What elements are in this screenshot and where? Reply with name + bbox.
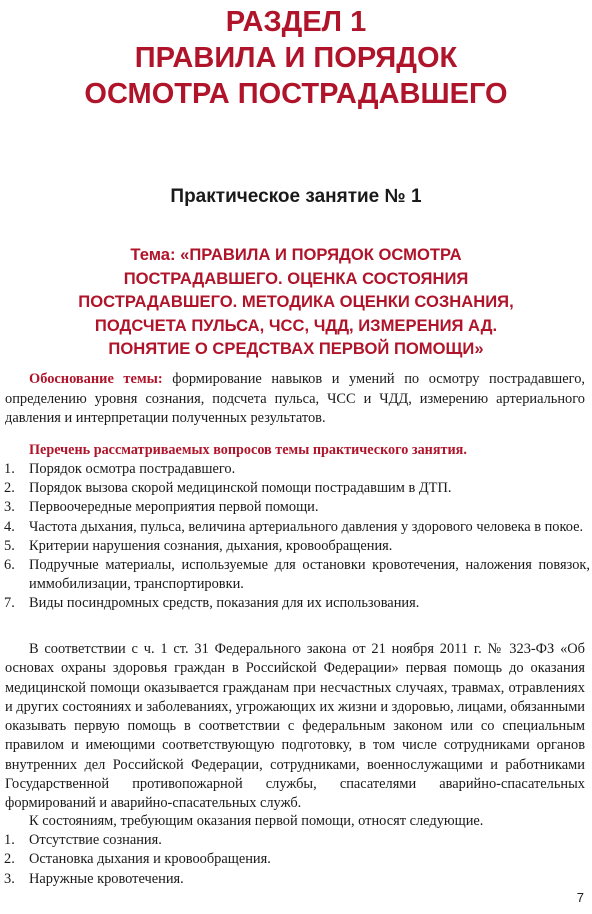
- law-paragraph: В соответствии с ч. 1 ст. 31 Федерального закона от 21 ноября 2011 г. № 323-ФЗ «Об основах охраны здоровья граждан в Российской Федерации» первая помощь до оказания медицинской помощи оказывается гражданам при несчастных случаях, травмах, отравлениях и других состояниях и заболеваниях, угрожающих их жизни и здоровью, лицами, обязанными оказывать первую помощь в соответствии с федеральным законом или со специальным правилом и имеющими соответствующую подготовку, в том числе сотрудниками органов внутренних дел Российской Федерации, сотрудниками, военнослужащими и работниками Государственной противопожарной службы, спасателями аварийно-спасательных формирований и аварийно-спасательных служб.: [5, 641, 585, 812]
- list-item-text: Первоочередные мероприятия первой помощи.: [29, 499, 319, 516]
- list-item: [0, 518, 590, 537]
- lesson-title: Практическое занятие № 1: [170, 186, 422, 207]
- section-title: [0, 4, 592, 112]
- section-title-line: ОСМОТРА ПОСТРАДАВШЕГО: [84, 78, 508, 110]
- list-item: [0, 498, 590, 517]
- questions-list: [0, 460, 590, 614]
- list-item-text: Частота дыхания, пульса, величина артериального давления у здорового человека в покое.: [29, 518, 584, 535]
- rationale-text: формирование навыков и умений по осмотру пострадавшего, определению уровня сознания, подсчета пульса, ЧСС и ЧДД, измерению артериального давления и интерпретации полученных результатов.: [5, 371, 585, 426]
- list-item-number: 5.: [4, 537, 15, 554]
- topic-line: Тема: «ПРАВИЛА И ПОРЯДОК ОСМОТРА: [130, 245, 462, 264]
- list-item-text: Остановка дыхания и кровообращения.: [29, 851, 271, 868]
- rationale-label: Обоснование темы:: [29, 371, 163, 387]
- list-item-number: 3.: [4, 499, 15, 516]
- list-item-number: 3.: [4, 870, 15, 887]
- rationale-paragraph: [5, 370, 585, 429]
- list-item-number: 7.: [4, 595, 15, 612]
- topic-heading: [0, 243, 592, 361]
- states-intro: К состояниям, требующим оказания первой помощи, относят следующие.: [29, 813, 484, 829]
- states-list: [0, 831, 590, 889]
- list-item-number: 1.: [4, 461, 15, 477]
- list-item: [0, 831, 590, 850]
- list-item-number: 1.: [4, 832, 15, 848]
- list-item-text: Порядок вызова скорой медицинской помощи пострадавшим в ДТП.: [29, 480, 452, 497]
- topic-line: ПОСТРАДАВШЕГО. МЕТОДИКА ОЦЕНКИ СОЗНАНИЯ,: [78, 292, 514, 311]
- list-item: [0, 594, 590, 613]
- list-item-text: Критерии нарушения сознания, дыхания, кровообращения.: [29, 537, 393, 554]
- questions-heading: Перечень рассматриваемых вопросов темы практического занятия.: [29, 442, 467, 458]
- list-item: [0, 870, 590, 889]
- list-item-text: Виды посиндромных средств, показания для их использования.: [29, 595, 420, 612]
- list-item: [0, 460, 590, 479]
- page-number: 7: [576, 890, 584, 905]
- topic-line: ПОДСЧЕТА ПУЛЬСА, ЧСС, ЧДД, ИЗМЕРЕНИЯ АД.: [94, 315, 498, 335]
- list-item: [0, 537, 590, 556]
- list-item: [0, 850, 590, 869]
- section-title-line: РАЗДЕЛ 1: [225, 6, 367, 38]
- list-item-text: Подручные материалы, используемые для остановки кровотечения, наложения повязок, иммобилизации, транспортировки.: [29, 557, 590, 593]
- list-item: [0, 479, 590, 498]
- list-item: [0, 556, 590, 594]
- list-item-text: Отсутствие сознания.: [29, 832, 162, 848]
- list-item-number: 2.: [4, 480, 15, 497]
- section-title-line: ПРАВИЛА И ПОРЯДОК: [134, 42, 458, 74]
- list-item-text: Порядок осмотра пострадавшего.: [29, 461, 236, 477]
- list-item-number: 4.: [4, 518, 15, 535]
- list-item-text: Наружные кровотечения.: [29, 870, 184, 887]
- topic-line: ПОСТРАДАВШЕГО. ОЦЕНКА СОСТОЯНИЯ: [123, 268, 469, 288]
- list-item-number: 2.: [4, 851, 15, 868]
- topic-line: ПОНЯТИЕ О СРЕДСТВАХ ПЕРВОЙ ПОМОЩИ»: [108, 339, 484, 358]
- list-item-number: 6.: [4, 557, 15, 574]
